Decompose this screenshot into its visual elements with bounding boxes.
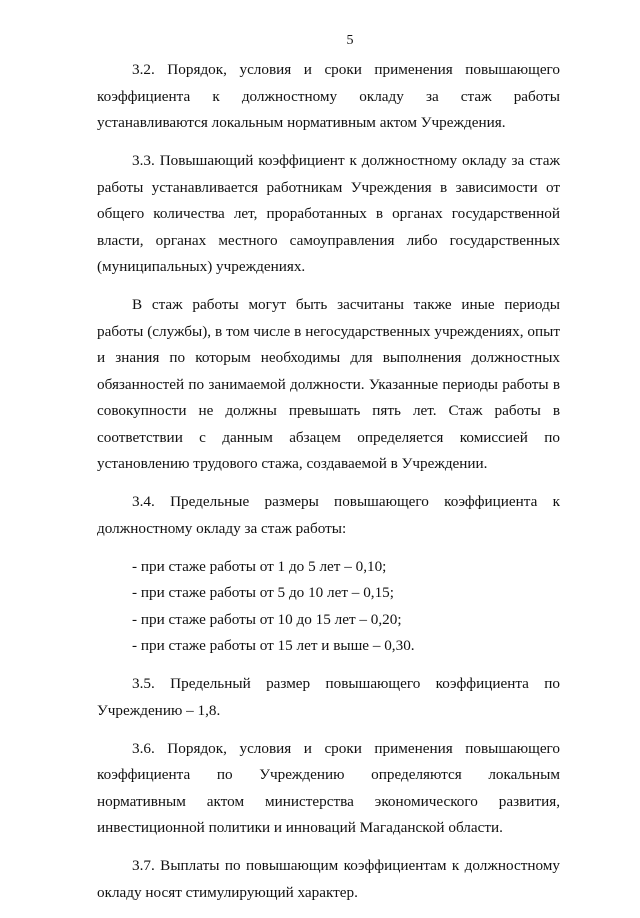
paragraph-3-5: 3.5. Предельный размер повышающего коэффициента по Учреждению – 1,8.: [97, 675, 560, 719]
coefficient-list: [97, 554, 560, 660]
list-item: - при стаже работы от 15 лет и выше – 0,30.: [132, 637, 415, 654]
paragraph-3-3: 3.3. Повышающий коэффициент к должностному окладу за стаж работы устанавливается работникам Учреждения в зависимости от общего количества лет, проработанных в органах государственной власти, органах местного самоуправления либо государственных (муниципальных) учреждениях.: [97, 152, 560, 275]
paragraph-3-2: 3.2. Порядок, условия и сроки применения повышающего коэффициента к должностному окладу за стаж работы устанавливаются локальным нормативным актом Учреждения.: [97, 61, 560, 131]
list-item: - при стаже работы от 1 до 5 лет – 0,10;: [132, 557, 387, 575]
paragraph-3-4: 3.4. Предельные размеры повышающего коэффициента к должностному окладу за стаж работы:: [97, 493, 560, 537]
paragraph-3-3-continuation: В стаж работы могут быть засчитаны также иные периоды работы (службы), в том числе в негосударственных учреждениях, опыт и знания по которым необходимы для выполнения должностных обязанностей по занимаемой должности. Указанные периоды работы в совокупности не должны превышать пять лет. Стаж работы в соответствии с данным абзацем определяется комиссией по установлению трудового стажа, создаваемой в Учреждении.: [97, 296, 560, 472]
list-item: - при стаже работы от 10 до 15 лет – 0,20;: [132, 610, 402, 628]
paragraph-3-6: 3.6. Порядок, условия и сроки применения повышающего коэффициента по Учреждению определяются локальным нормативным актом министерства экономического развития, инвестиционной политики и инноваций Магаданской области.: [97, 739, 560, 836]
page-number: 5: [346, 33, 354, 48]
list-item: - при стаже работы от 5 до 10 лет – 0,15;: [132, 584, 394, 601]
paragraph-3-7: 3.7. Выплаты по повышающим коэффициентам к должностному окладу носят стимулирующий характер.: [97, 857, 560, 901]
document-body: [97, 57, 560, 918]
